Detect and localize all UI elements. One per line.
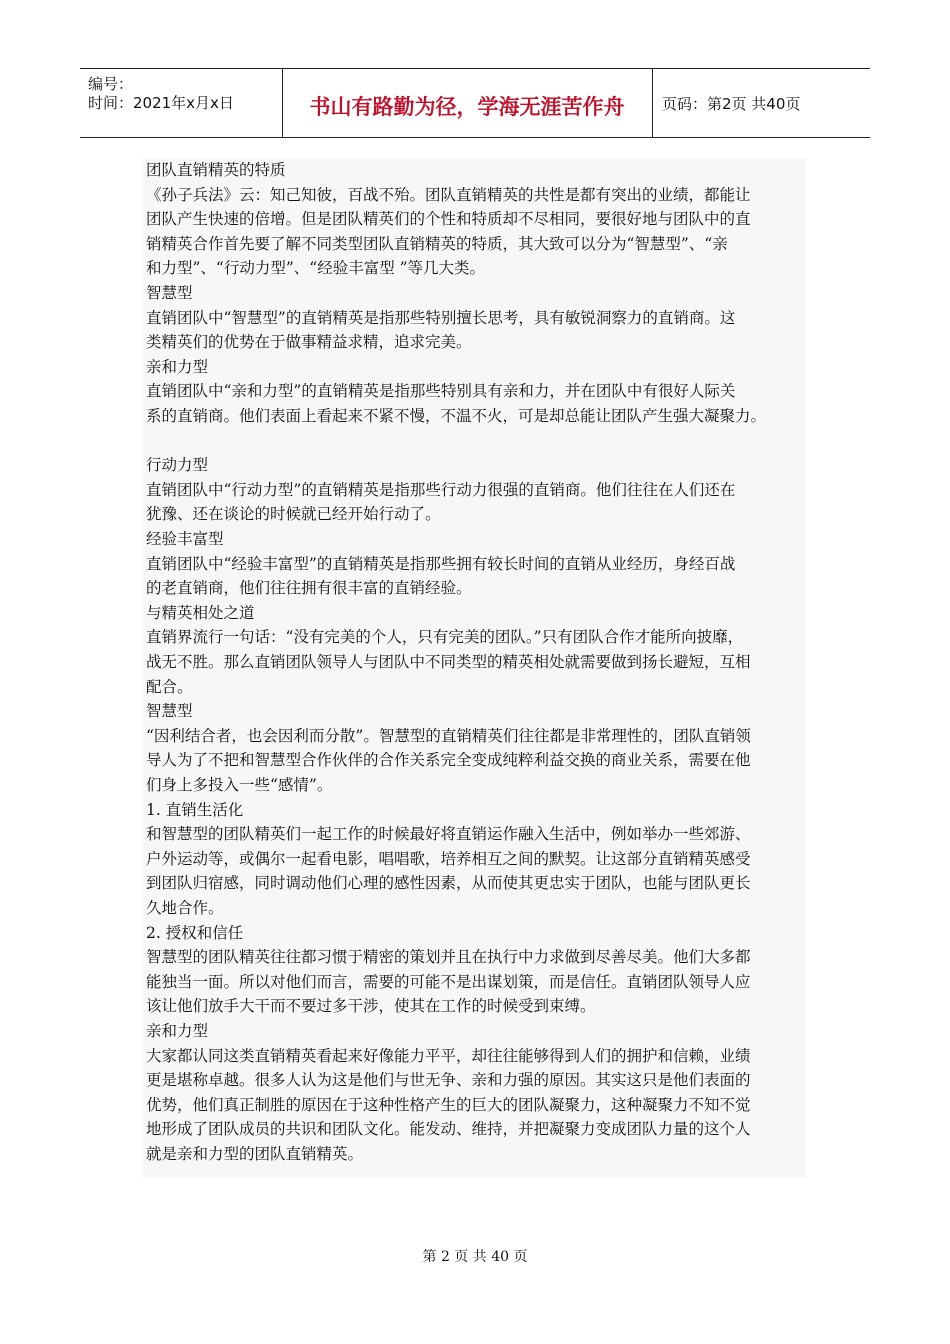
body-line: 到团队归宿感，同时调动他们心理的感性因素，从而使其更忠实于团队，也能与团队更长	[146, 874, 751, 893]
body-line: 就是亲和力型的团队直销精英。	[146, 1145, 364, 1163]
body-line: 和力型”、“行动力型”、“经验丰富型 ”等几大类。	[146, 259, 486, 278]
body-line: 直销界流行一句话：“没有完美的个人，只有完美的团队。”只有团队合作才能所向披靡，	[146, 628, 744, 647]
body-line	[146, 429, 811, 454]
body-line: 更是堪称卓越。很多人认为这是他们与世无争、亲和力强的原因。其实这只是他们表面的	[146, 1071, 751, 1090]
motto-text: 书山有路勤为径，学海无涯苦作舟	[309, 95, 625, 119]
body-line: 直销团队中“智慧型”的直销精英是指那些特别擅长思考，具有敏锐洞察力的直销商。这	[146, 308, 736, 327]
body-line: 导人为了不把和智慧型合作伙伴的合作关系完全变成纯粹利益交换的商业关系，需要在他	[146, 751, 751, 770]
body-line: 亲和力型	[146, 1022, 209, 1040]
body-line: 优势，他们真正制胜的原因在于这种性格产生的巨大的团队凝聚力，这种凝聚力不知不觉	[146, 1095, 751, 1114]
doc-number-label: 编号：	[88, 75, 134, 93]
date-label: 时间：2021年x月x日	[88, 94, 234, 112]
body-line: 配合。	[146, 677, 193, 696]
body-line: 们身上多投入一些“感情”。	[146, 776, 333, 794]
body-line: 智慧型	[146, 284, 193, 302]
body-line: 能独当一面。所以对他们而言，需要的可能不是出谋划策，而是信任。直销团队领导人应	[146, 972, 751, 991]
body-line: 久地合作。	[146, 899, 224, 917]
body-line: 智慧型的团队精英往往都习惯于精密的策划并且在执行中力求做到尽善尽美。他们大多都	[146, 948, 751, 967]
header-page-cell	[652, 69, 870, 137]
body-line: 1. 直销生活化	[146, 800, 244, 819]
document-body	[143, 158, 806, 1178]
body-line: 大家都认同这类直销精英看起来好像能力平平，却往往能够得到人们的拥护和信赖，业绩	[146, 1046, 751, 1065]
body-line: 犹豫、还在谈论的时候就已经开始行动了。	[146, 505, 441, 524]
body-line: 系的直销商。他们表面上看起来不紧不慢，不温不火，可是却总能让团队产生强大凝聚力。	[146, 407, 767, 425]
body-line: 团队直销精英的特质	[146, 161, 286, 179]
body-line: 直销团队中“亲和力型”的直销精英是指那些特别具有亲和力，并在团队中有很好人际关	[146, 382, 736, 401]
body-line: “因利结合者，也会因利而分散”。智慧型的直销精英们往往都是非常理性的，团队直销领	[146, 726, 751, 745]
body-line: 直销团队中“行动力型”的直销精英是指那些行动力很强的直销商。他们往往在人们还在	[146, 480, 736, 499]
body-line: 该让他们放手大干而不要过多干涉，使其在工作的时候受到束缚。	[146, 997, 596, 1016]
body-line: 行动力型	[146, 456, 209, 475]
page-footer: 第 2 页 共 40 页	[422, 1249, 528, 1265]
body-line: 的老直销商，他们往往拥有很丰富的直销经验。	[146, 579, 472, 598]
body-line: 战无不胜。那么直销团队领导人与团队中不同类型的精英相处就需要做到扬长避短，互相	[146, 653, 751, 671]
page-header	[80, 68, 870, 138]
header-meta-cell	[80, 69, 283, 137]
body-line: 销精英合作首先要了解不同类型团队直销精英的特质，其大致可以分为“智慧型”、“亲	[146, 234, 728, 253]
body-line: 亲和力型	[146, 357, 209, 376]
body-line: 和智慧型的团队精英们一起工作的时候最好将直销运作融入生活中，例如举办一些郊游、	[146, 825, 751, 844]
body-line: 类精英们的优势在于做事精益求精，追求完美。	[146, 333, 472, 352]
body-line: 2. 授权和信任	[146, 923, 244, 942]
body-line: 与精英相处之道	[146, 603, 255, 622]
header-motto-cell	[282, 69, 653, 137]
page-info: 页码：第2页 共40页	[662, 95, 801, 113]
body-line: 直销团队中“经验丰富型”的直销精英是指那些拥有较长时间的直销从业经历，身经百战	[146, 554, 736, 573]
body-line: 经验丰富型	[146, 530, 224, 548]
body-line: 智慧型	[146, 702, 193, 721]
body-line: 户外运动等，或偶尔一起看电影，唱唱歌，培养相互之间的默契。让这部分直销精英感受	[146, 849, 751, 868]
body-line: 地形成了团队成员的共识和团队文化。能发动、维持，并把凝聚力变成团队力量的这个人	[146, 1120, 751, 1139]
body-line: 团队产生快速的倍增。但是团队精英们的个性和特质却不尽相同，要很好地与团队中的直	[146, 210, 751, 229]
body-line: 《孙子兵法》云：知己知彼，百战不殆。团队直销精英的共性是都有突出的业绩，都能让	[146, 185, 751, 204]
